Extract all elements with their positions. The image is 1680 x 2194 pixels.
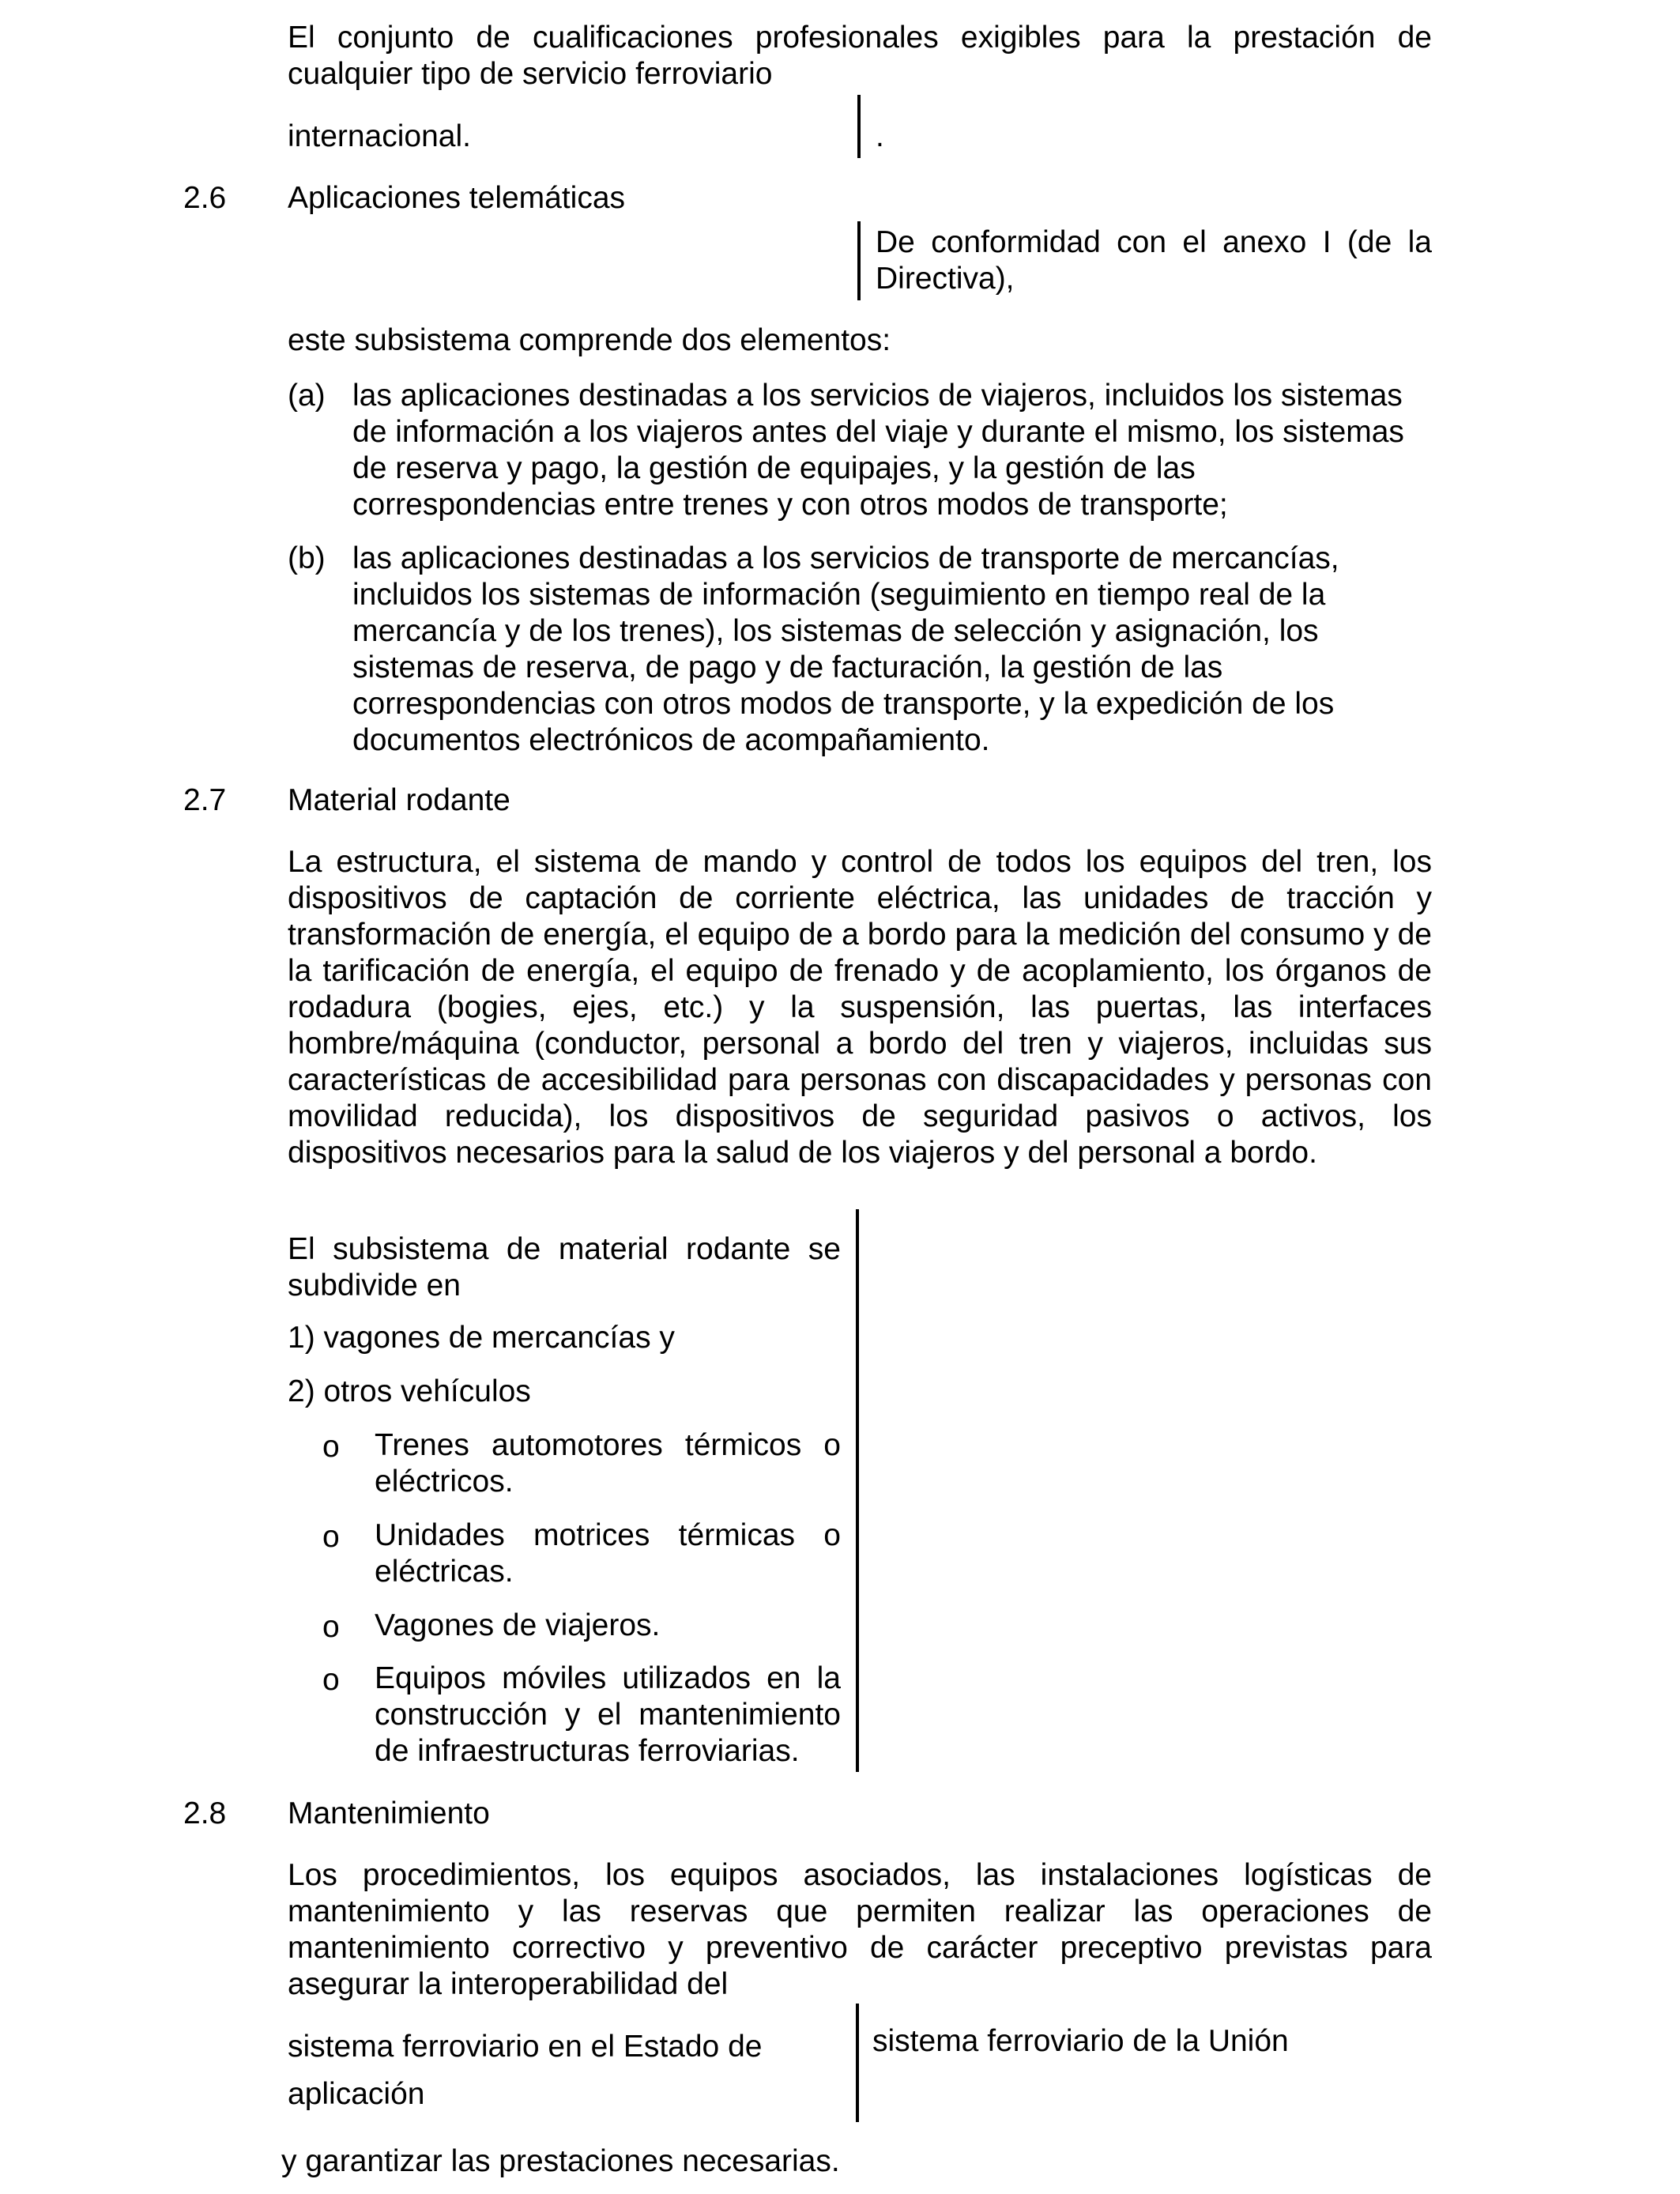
- bullet-marker: o: [322, 1610, 340, 1644]
- section-2-7-body: La estructura, el sistema de mando y control de todos los equipos del tren, los dispositivos de captación de corriente eléctrica, las unidades de tracción y transformación de energía, el equipo de a bordo para la medición del consumo y de la tarificación de energía, el equipo de frenado y de acoplamiento, los órganos de rodadura (bogies, ejes, etc.) y la suspensión, las puertas, las interfaces hombre/máquina (conductor, personal a bordo del tren y viajeros, incluidas sus características de accesibilidad para personas con discapacidades y personas con movilidad reducida), los dispositivos de seguridad pasivos o activos, los dispositivos necesarios para la salud de los viajeros y del personal a bordo.: [288, 845, 1432, 1170]
- list-item: 2) otros vehículos: [288, 1374, 531, 1408]
- revision-bar: [857, 221, 861, 300]
- section-2-8-closing: y garantizar las prestaciones necesarias.: [281, 2144, 840, 2178]
- bullet-marker: o: [322, 1430, 340, 1464]
- bullet-marker: o: [322, 1520, 340, 1554]
- bullet-marker: o: [322, 1663, 340, 1697]
- section-2-8-right-column: sistema ferroviario de la Unión: [872, 2024, 1289, 2058]
- section-2-6-title: Aplicaciones telemáticas: [288, 181, 626, 215]
- bullet-item: Unidades motrices térmicas o eléctricas.: [375, 1518, 841, 1589]
- section-2-6-lead: este subsistema comprende dos elementos:: [288, 323, 891, 357]
- list-item: 1) vagones de mercancías y: [288, 1321, 675, 1355]
- section-2-8-title: Mantenimiento: [288, 1796, 490, 1830]
- intro-right-text: .: [876, 119, 884, 153]
- section-2-8-left-column: sistema ferroviario en el Estado de aplicación: [288, 2030, 763, 2111]
- bullet-item: Trenes automotores térmicos o eléctricos.: [375, 1428, 841, 1498]
- section-2-8-body: Los procedimientos, los equipos asociados, las instalaciones logísticas de mantenimiento y las reservas que permiten realizar las operaciones de mantenimiento correctivo y preventivo de carácter preceptivo previstas para asegurar la interoperabilidad del: [288, 1858, 1432, 2001]
- section-2-7-sub-intro: El subsistema de material rodante se subdivide en: [288, 1232, 841, 1302]
- revision-bar: [856, 1209, 859, 1772]
- bullet-item: Vagones de viajeros.: [375, 1608, 661, 1642]
- list-item: las aplicaciones destinadas a los servicios de transporte de mercancías, incluidos los sistemas de información (seguimiento en tiempo real de la mercancía y de los trenes), los sistemas de selección y asignación, los sistemas de reserva, de pago y de facturación, la gestión de las correspondencias con otros modos de transporte, y la expedición de los documentos electrónicos de acompañamiento.: [352, 541, 1339, 757]
- bullet-item: Equipos móviles utilizados en la construcción y el mantenimiento de infraestructuras ferroviarias.: [375, 1661, 841, 1768]
- section-2-7-number: 2.7: [183, 783, 227, 817]
- intro-paragraph: El conjunto de cualificaciones profesionales exigibles para la prestación de cualquier tipo de servicio ferroviario: [288, 21, 1432, 91]
- section-2-7-title: Material rodante: [288, 783, 510, 817]
- list-marker: (b): [288, 541, 326, 575]
- list-marker: (a): [288, 379, 326, 413]
- section-2-6-number: 2.6: [183, 181, 227, 215]
- section-2-8-number: 2.8: [183, 1796, 227, 1830]
- list-item: las aplicaciones destinadas a los servicios de viajeros, incluidos los sistemas de información a los viajeros antes del viaje y durante el mismo, los sistemas de reserva y pago, la gestión de equipajes, y la gestión de las correspondencias entre trenes y con otros modos de transporte;: [352, 379, 1404, 522]
- section-2-6-right-text: De conformidad con el anexo I (de la Directiva),: [876, 225, 1432, 296]
- revision-bar: [857, 95, 861, 158]
- intro-left-text: internacional.: [288, 119, 471, 153]
- revision-bar: [856, 2004, 859, 2122]
